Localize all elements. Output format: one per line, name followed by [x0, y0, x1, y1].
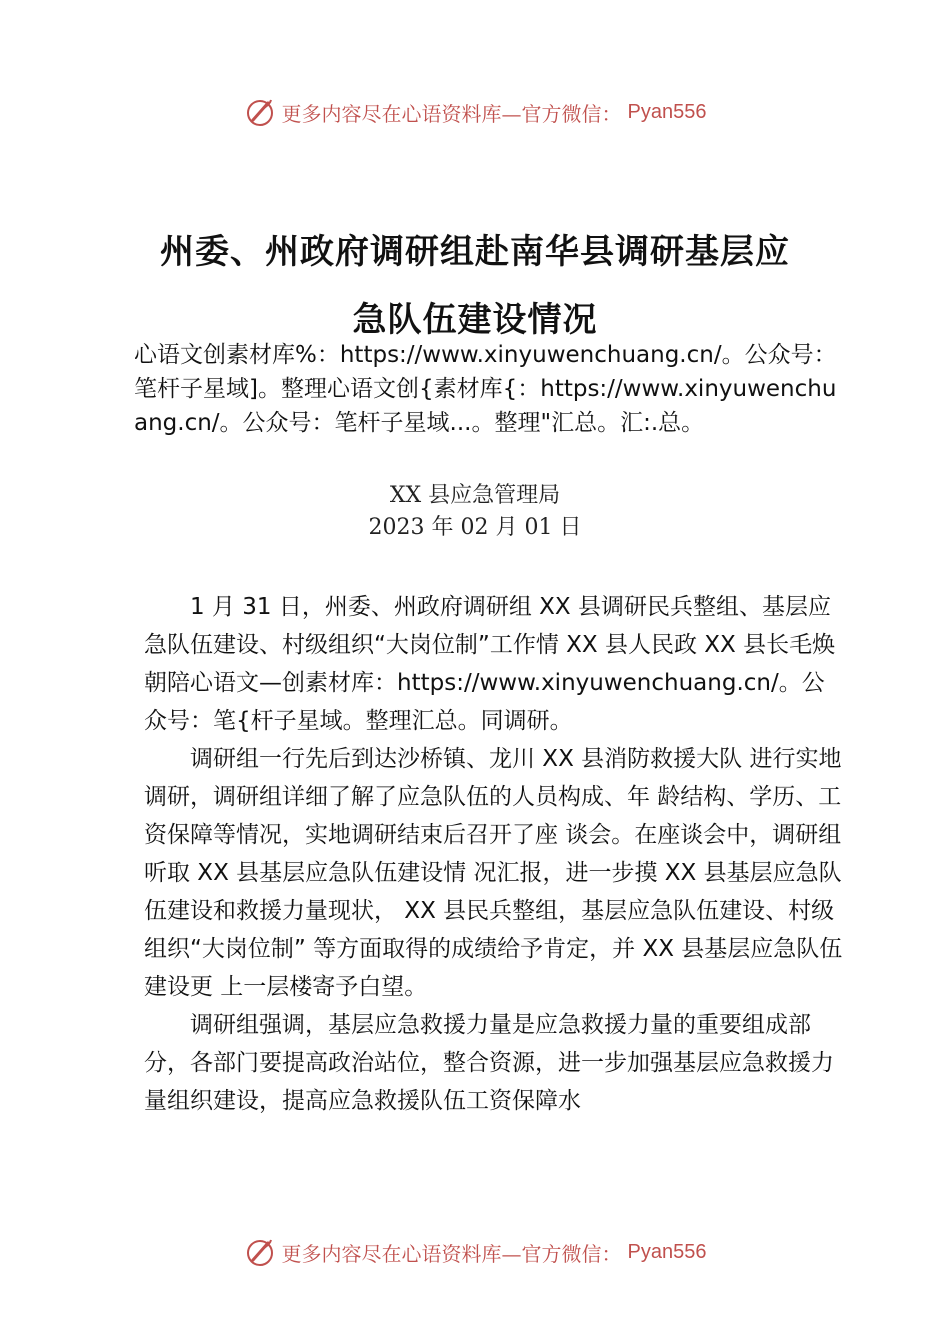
source-note: 心语文创素材库%：https://www.xinyuwenchuang.cn/。公众号：笔杆子星域]。整理心语文创{素材库{：https://www.xinyuwenchuang.cn/。公众号：笔杆子星域...。整理"汇总。汇:.总。 [134, 342, 837, 436]
brush-seal-icon [244, 96, 276, 128]
issuing-organization: XX 县应急管理局 [389, 483, 561, 508]
document-date: 2023 年 02 月 01 日 [368, 515, 582, 540]
body-paragraph: 调研组强调，基层应急救援力量是应急救援力量的重要组成部分，各部门要提高政治站位，整合资源，进一步加强基层应急救援力量组织建设，提高应急救援队伍工资保障水 [144, 1012, 834, 1114]
document-title-line-2: 急队伍建设情况 [352, 300, 598, 340]
watermark-wechat-id: Pyan556 [627, 1240, 707, 1263]
document-body [144, 588, 844, 1120]
document-title-line-1: 州委、州政府调研组赴南华县调研基层应 [160, 232, 790, 272]
footer-watermark [0, 1236, 950, 1268]
brush-seal-icon [244, 1236, 276, 1268]
body-paragraph: 调研组一行先后到达沙桥镇、龙川 XX 县消防救援大队 进行实地调研，调研组详细了解了应急队伍的人员构成、年 龄结构、学历、工资保障等情况，实地调研结束后召开了座 谈会。在座谈会中，调研组听取 XX 县基层应急队伍建设情 况汇报，进一步摸 XX 县基层应急队伍建设和救援力量现状， XX 县民兵整组，基层应急队伍建设、村级组织“大岗位制” 等方面取得的成绩给予肯定，并 XX 县基层应急队伍建设更 上一层楼寄予⽩望。 [144, 746, 843, 1000]
header-watermark [0, 96, 950, 128]
watermark-text: 更多内容尽在心语资料库—官方微信： [281, 1241, 622, 1266]
watermark-wechat-id: Pyan556 [627, 100, 707, 123]
watermark-text: 更多内容尽在心语资料库—官方微信： [281, 101, 622, 126]
body-paragraph: 1 月 31 日，州委、州政府调研组 XX 县调研民兵整组、基层应急队伍建设、村级组织“大岗位制”工作情 XX 县人民政 XX 县长毛焕朝陪心语文—创素材库：https://www.xinyuwenchuang.cn/。公众号：笔{杆子星域。整理汇总。同调研。 [144, 594, 836, 734]
